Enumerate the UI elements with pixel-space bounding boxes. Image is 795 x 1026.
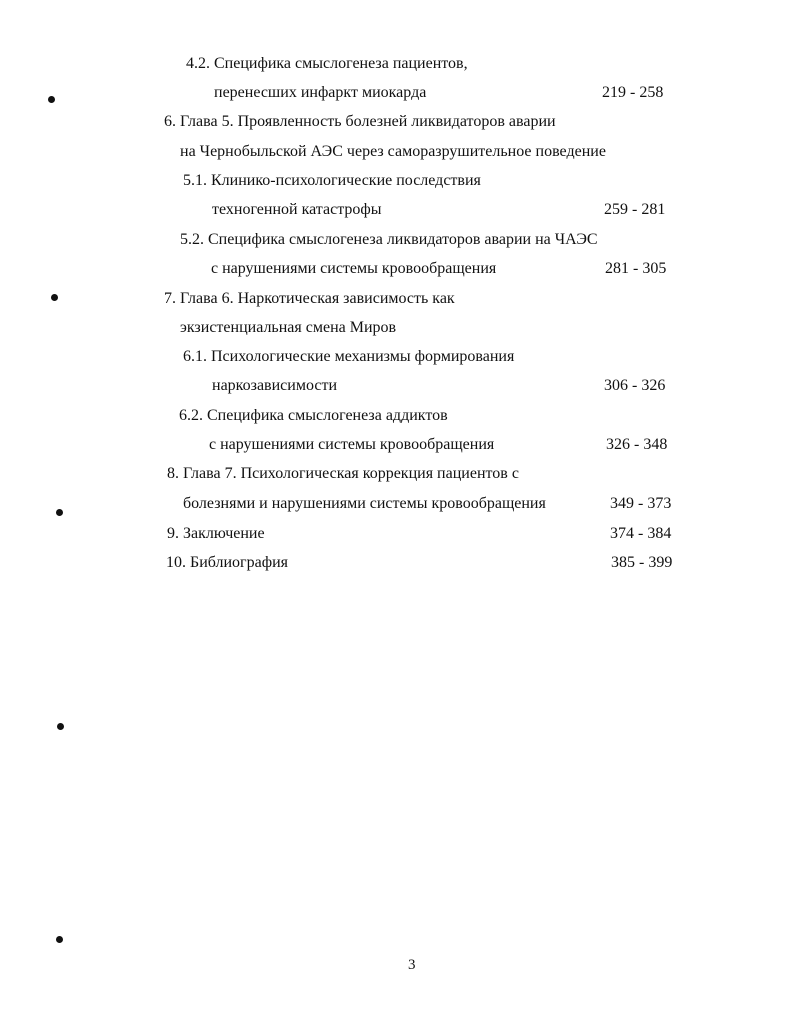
toc-entry-8-line-2: болезнями и нарушениями системы кровообращения [183,495,546,512]
toc-entry-9-pages: 374 - 384 [610,525,672,542]
toc-entry-6-1-line-2: наркозависимости [212,377,338,394]
toc-entry-6-2-line-2: с нарушениями системы кровообращения [209,436,495,453]
toc-entry-4-2-line-1: 4.2. Специфика смыслогенеза пациентов, [186,55,468,72]
toc-entry-6-line-1: 6. Глава 5. Проявленность болезней ликвидаторов аварии [164,113,556,130]
toc-entry-6-2-line-1: 6.2. Специфика смыслогенеза аддиктов [179,407,448,424]
margin-dot [56,509,63,516]
toc-entry-6-1-pages: 306 - 326 [604,377,666,394]
toc-entry-7-line-1: 7. Глава 6. Наркотическая зависимость как [164,290,455,307]
margin-dot [57,723,64,730]
page-number: 3 [408,957,416,973]
toc-entry-4-2-pages: 219 - 258 [602,84,664,101]
toc-entry-5-2-pages: 281 - 305 [605,260,667,277]
toc-entry-9: 9. Заключение [167,525,265,542]
toc-entry-7-line-2: экзистенциальная смена Миров [180,319,397,336]
toc-entry-6-1-line-1: 6.1. Психологические механизмы формирования [183,348,515,365]
toc-entry-8-pages: 349 - 373 [610,495,672,512]
margin-dot [48,96,55,103]
margin-dot [56,936,63,943]
toc-entry-10: 10. Библиография [166,554,288,571]
toc-entry-5-1-line-2: техногенной катастрофы [212,201,382,218]
toc-entry-8-line-1: 8. Глава 7. Психологическая коррекция пациентов с [167,465,519,482]
margin-dot [51,294,58,301]
toc-entry-5-2-line-1: 5.2. Специфика смыслогенеза ликвидаторов аварии на ЧАЭС [180,231,598,248]
toc-entry-6-line-2: на Чернобыльской АЭС через саморазрушительное поведение [180,143,606,160]
toc-entry-5-1-line-1: 5.1. Клинико-психологические последствия [183,172,481,189]
toc-entry-4-2-line-2: перенесших инфаркт миокарда [214,84,427,101]
toc-entry-5-2-line-2: с нарушениями системы кровообращения [211,260,497,277]
toc-entry-5-1-pages: 259 - 281 [604,201,666,218]
toc-entry-6-2-pages: 326 - 348 [606,436,668,453]
toc-entry-10-pages: 385 - 399 [611,554,673,571]
